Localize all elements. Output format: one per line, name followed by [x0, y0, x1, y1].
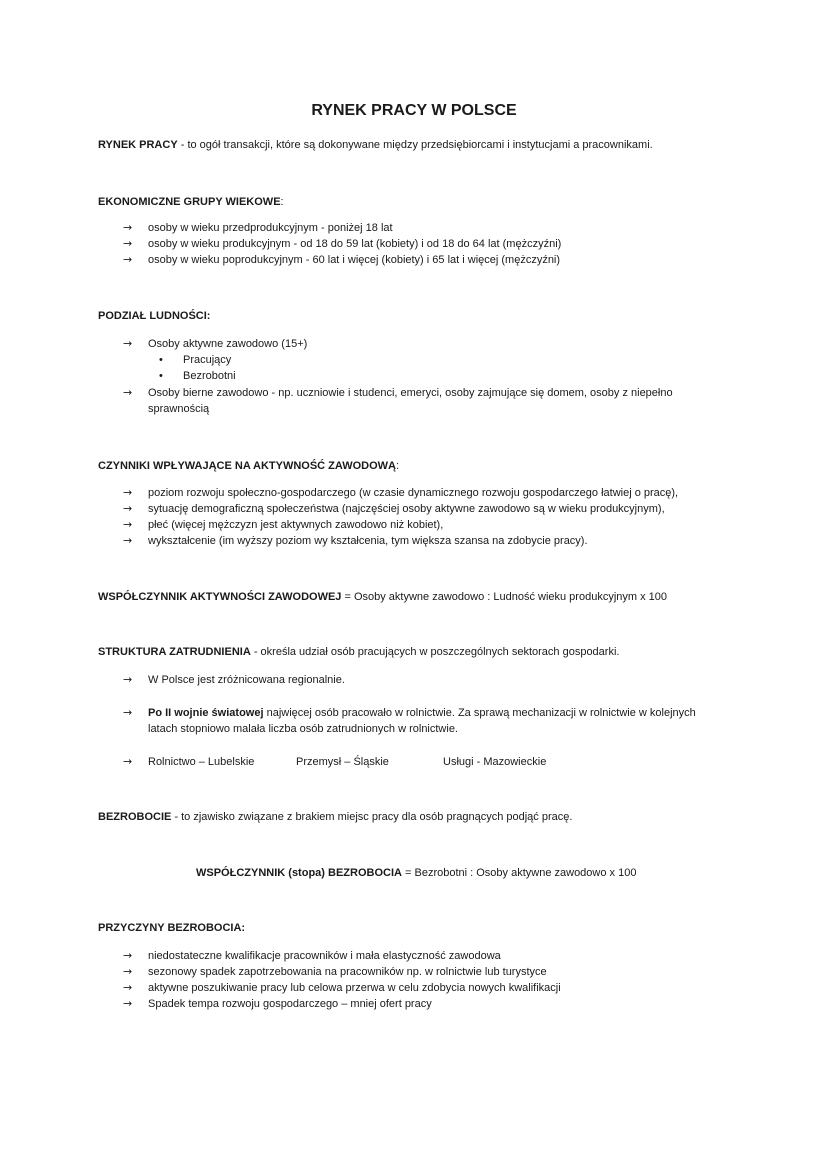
factors-heading-colon: :	[396, 460, 400, 472]
list-item: Spadek tempa rozwoju gospodarczego – mniej ofert pracy	[148, 998, 432, 1010]
activity-rate-text: = Osoby aktywne zawodowo : Ludność wieku produkcyjnym x 100	[341, 591, 668, 603]
arrow-icon: →	[123, 518, 133, 531]
list-item: W Polsce jest zróżnicowana regionalnie.	[148, 674, 345, 686]
list-item: Osoby bierne zawodowo - np. uczniowie i studenci, emeryci, osoby zajmujące się domem, osoby z niepełno	[148, 387, 673, 399]
arrow-icon: →	[123, 502, 133, 515]
population-heading: PODZIAŁ LUDNOŚCI:	[98, 310, 211, 322]
bullet-icon: •	[159, 370, 163, 382]
unemployment-paragraph	[98, 809, 572, 825]
list-item: płeć (więcej mężczyzn jest aktywnych zawodowo niż kobiet),	[148, 519, 444, 531]
list-item: osoby w wieku przedprodukcyjnym - poniżej 18 lat	[148, 222, 393, 234]
arrow-icon: →	[123, 706, 133, 719]
employment-term: STRUKTURA ZATRUDNIENIA	[98, 646, 251, 658]
arrow-icon: →	[123, 486, 133, 499]
arrow-icon: →	[123, 949, 133, 962]
employment-paragraph	[98, 644, 619, 660]
arrow-icon: →	[123, 221, 133, 234]
factors-heading-text: CZYNNIKI WPŁYWAJĄCE NA AKTYWNOŚĆ ZAWODOWĄ	[98, 460, 397, 472]
activity-rate-term: WSPÓŁCZYNNIK AKTYWNOŚCI ZAWODOWEJ	[98, 591, 342, 603]
sector-item: Przemysł – Śląskie	[296, 756, 389, 768]
list-item: sytuację demograficzną społeczeństwa (najczęściej osoby aktywne zawodowo są w wieku produkcyjnym),	[148, 503, 665, 515]
arrow-icon: →	[123, 386, 133, 399]
page-title: RYNEK PRACY W POLSCE	[311, 102, 517, 119]
list-item-bold: Po II wojnie światowej	[148, 707, 264, 719]
arrow-icon: →	[123, 337, 133, 350]
arrow-icon: →	[123, 965, 133, 978]
arrow-icon: →	[123, 237, 133, 250]
sector-item: Usługi - Mazowieckie	[443, 756, 547, 768]
definition-text: - to ogół transakcji, które są dokonywane między przedsiębiorcami i instytucjami a pracownikami.	[177, 139, 653, 151]
list-item-continuation: latach stopniowo malała liczba osób zatrudnionych w rolnictwie.	[148, 723, 458, 735]
list-item: wykształcenie (im wyższy poziom wy kształcenia, tym większa szansa na zdobycie pracy).	[148, 535, 588, 547]
list-item: aktywne poszukiwanie pracy lub celowa przerwa w celu zdobycia nowych kwalifikacji	[148, 982, 561, 994]
list-item: sezonowy spadek zapotrzebowania na pracowników np. w rolnictwie lub turystyce	[148, 966, 547, 978]
list-item: osoby w wieku poprodukcyjnym - 60 lat i więcej (kobiety) i 65 lat i więcej (mężczyźni)	[148, 254, 561, 266]
definition-paragraph	[98, 137, 653, 153]
age-groups-heading	[98, 194, 284, 210]
list-item	[148, 705, 696, 721]
list-item: Osoby aktywne zawodowo (15+)	[148, 338, 308, 350]
definition-term: RYNEK PRACY	[98, 139, 178, 151]
arrow-icon: →	[123, 997, 133, 1010]
sub-list-item: Bezrobotni	[183, 370, 236, 382]
age-groups-heading-text: EKONOMICZNE GRUPY WIEKOWE	[98, 196, 281, 208]
list-item: poziom rozwoju społeczno-gospodarczego (w czasie dynamicznego rozwoju gospodarczego łatwiej o pracę),	[148, 487, 679, 499]
bullet-icon: •	[159, 354, 163, 366]
list-item: niedostateczne kwalifikacje pracowników i mała elastyczność zawodowa	[148, 950, 501, 962]
unemployment-rate-text: = Bezrobotni : Osoby aktywne zawodowo x 100	[401, 867, 637, 879]
list-item: osoby w wieku produkcyjnym - od 18 do 59 lat (kobiety) i od 18 do 64 lat (mężczyźni)	[148, 238, 562, 250]
unemployment-term: BEZROBOCIE	[98, 811, 172, 823]
unemployment-rate-term: WSPÓŁCZYNNIK (stopa) BEZROBOCIA	[196, 867, 402, 879]
sub-list-item: Pracujący	[183, 354, 232, 366]
activity-rate-formula	[98, 589, 667, 605]
list-item-text: najwięcej osób pracowało w rolnictwie. Za sprawą mechanizacji w rolnictwie w kolejnych	[263, 707, 696, 719]
employment-text: - określa udział osób pracujących w poszczególnych sektorach gospodarki.	[250, 646, 620, 658]
unemployment-text: - to zjawisko związane z brakiem miejsc pracy dla osób pragnących podjąć pracę.	[171, 811, 573, 823]
unemployment-rate-formula	[196, 865, 636, 881]
arrow-icon: →	[123, 981, 133, 994]
factors-heading	[98, 458, 399, 474]
causes-heading: PRZYCZYNY BEZROBOCIA:	[98, 922, 246, 934]
sector-item: Rolnictwo – Lubelskie	[148, 756, 255, 768]
age-groups-heading-colon: :	[280, 196, 284, 208]
arrow-icon: →	[123, 673, 133, 686]
arrow-icon: →	[123, 253, 133, 266]
arrow-icon: →	[123, 534, 133, 547]
list-item-continuation: sprawnością	[148, 403, 210, 415]
arrow-icon: →	[123, 755, 133, 768]
